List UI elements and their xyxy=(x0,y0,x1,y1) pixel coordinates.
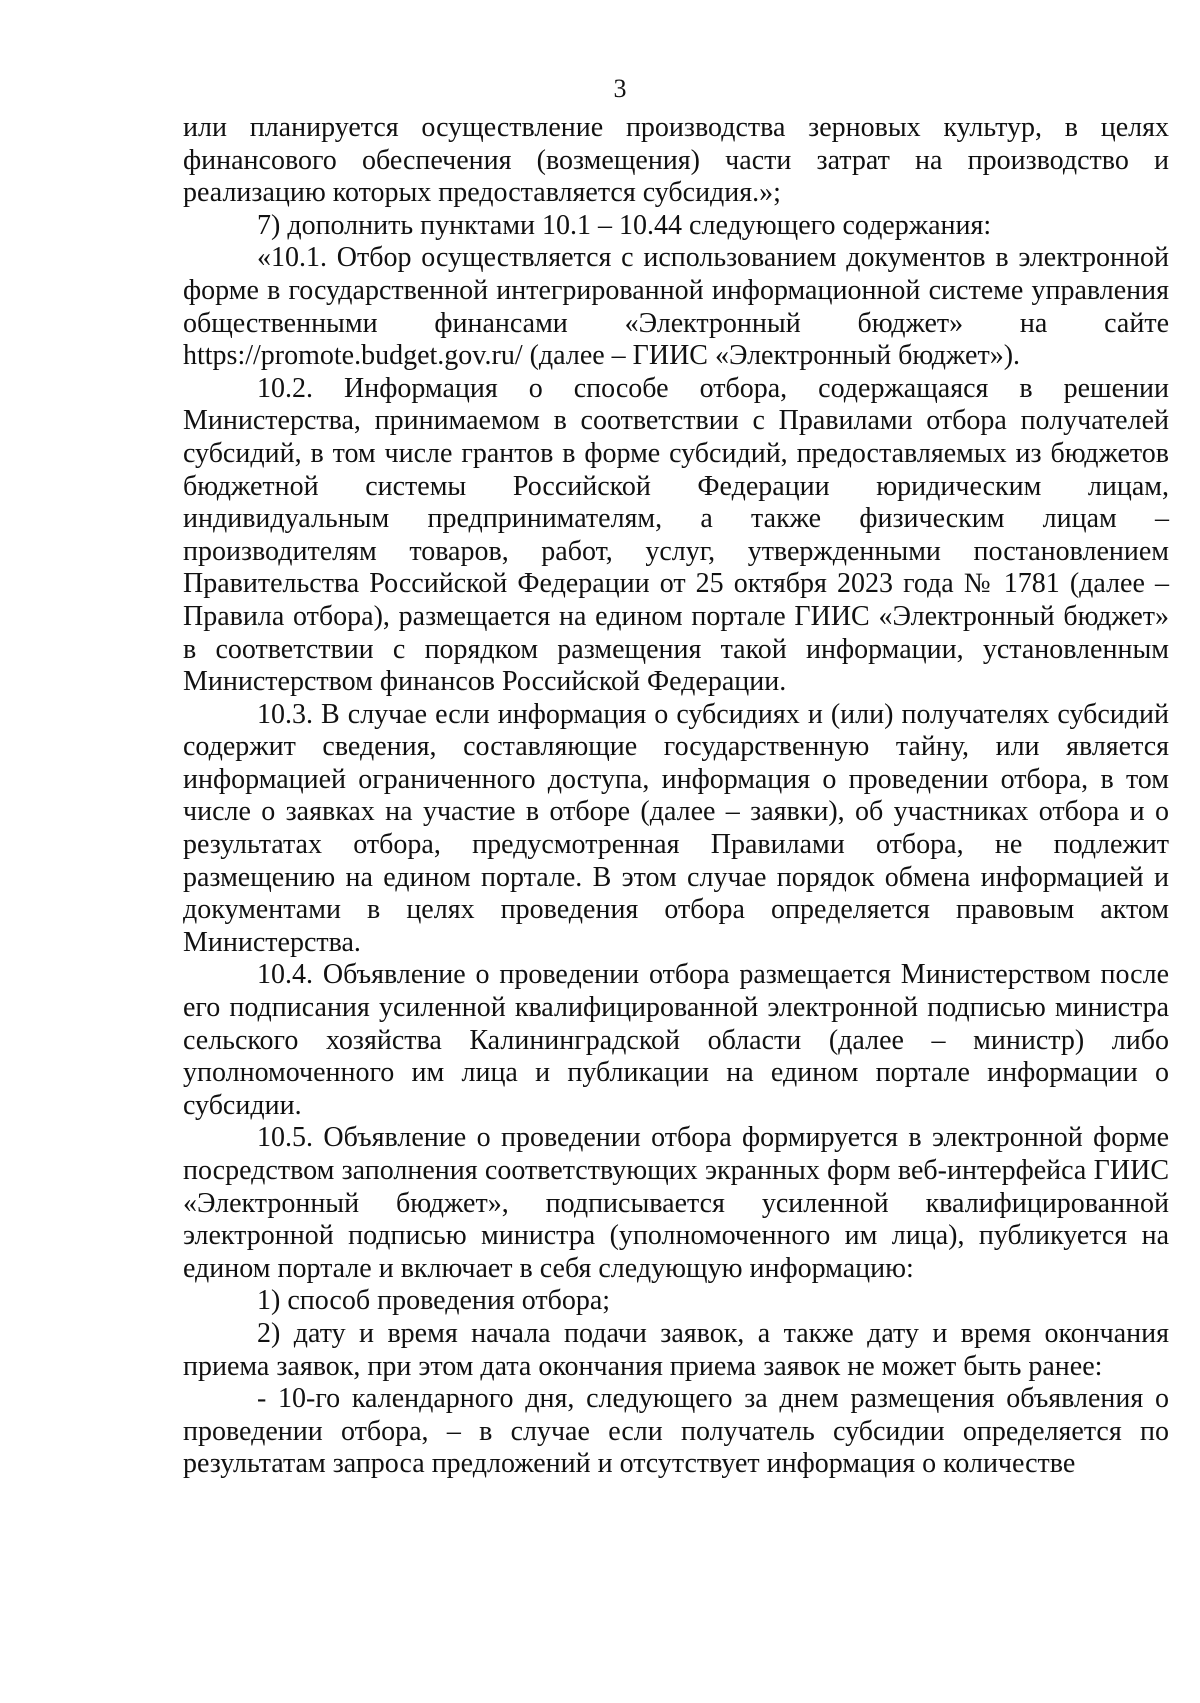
paragraph-10-4: 10.4. Объявление о проведении отбора размещается Министерством после его подписания усиленной квалифицированной электронной подписью министра сельского хозяйства Калининградской области (далее – министр) либо уполномоченного им лица и публикации на едином портале информации о субсидии. xyxy=(183,959,1169,1121)
paragraph-continuation: или планируется осуществление производства зерновых культур, в целях финансового обеспечения (возмещения) части затрат на производство и реализацию которых предоставляется субсидия.»; xyxy=(183,112,1169,209)
paragraph-10-3: 10.3. В случае если информация о субсидиях и (или) получателях субсидий содержит сведения, составляющие государственную тайну, или является информацией ограниченного доступа, информация о проведении отбора, в том числе о заявках на участие в отборе (далее – заявки), об участниках отбора и о результатах отбора, предусмотренная Правилами отбора, не подлежит размещению на едином портале. В этом случае порядок обмена информацией и документами в целях проведения отбора определяется правовым актом Министерства. xyxy=(183,698,1169,958)
paragraph-10-2: 10.2. Информация о способе отбора, содержащаяся в решении Министерства, принимаемом в соответствии с Правилами отбора получателей субсидий, в том числе грантов в форме субсидий, предоставляемых из бюджетов бюджетной системы Российской Федерации юридическим лицам, индивидуальным предпринимателям, а также физическим лицам – производителям товаров, работ, услуг, утвержденными постановлением Правительства Российской Федерации от 25 октября 2023 года № 1781 (далее – Правила отбора), размещается на едином портале ГИИС «Электронный бюджет» в соответствии с порядком размещения такой информации, установленным Министерством финансов Российской Федерации. xyxy=(183,372,1169,698)
list-item-1: 1) способ проведения отбора; xyxy=(257,1285,611,1317)
paragraph-item-7: 7) дополнить пунктами 10.1 – 10.44 следующего содержания: xyxy=(257,209,992,241)
list-item-2: 2) дату и время начала подачи заявок, а также дату и время окончания приема заявок, при этом дата окончания приема заявок не может быть ранее: xyxy=(183,1317,1169,1382)
list-subitem-dash: - 10-го календарного дня, следующего за днем размещения объявления о проведении отбора, – в случае если получатель субсидии определяется по результатам запроса предложений и отсутствует информация о количестве xyxy=(183,1383,1169,1480)
page-number: 3 xyxy=(613,74,627,103)
document-body xyxy=(183,112,1169,1481)
paragraph-10-5: 10.5. Объявление о проведении отбора формируется в электронной форме посредством заполнения соответствующих экранных форм веб-интерфейса ГИИС «Электронный бюджет», подписывается усиленной квалифицированной электронной подписью министра (уполномоченного им лица), публикуется на едином портале и включает в себя следующую информацию: xyxy=(183,1122,1169,1284)
paragraph-10-1: «10.1. Отбор осуществляется с использованием документов в электронной форме в государственной интегрированной информационной системе управления общественными финансами «Электронный бюджет» на сайте https://promote.budget.gov.ru/ (далее – ГИИС «Электронный бюджет»). xyxy=(183,242,1169,372)
